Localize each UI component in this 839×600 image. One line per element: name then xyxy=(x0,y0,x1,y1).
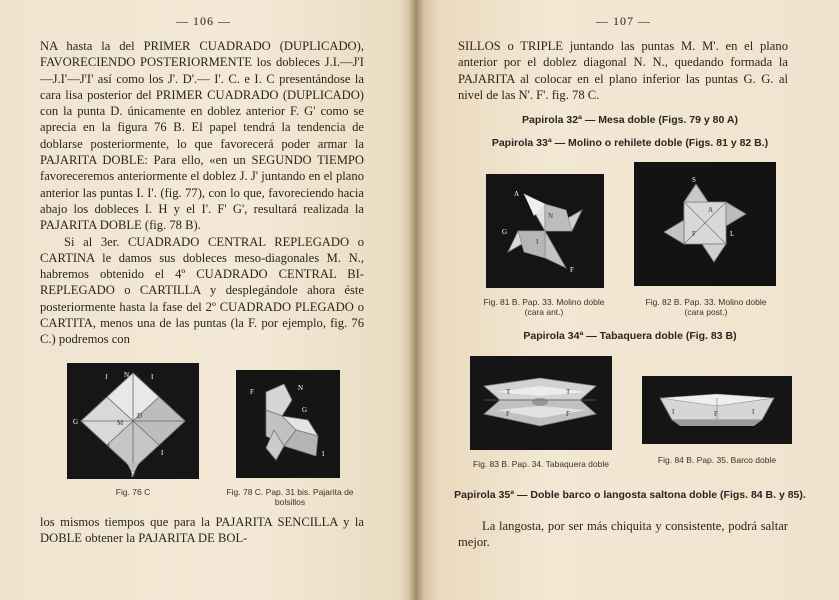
figure-82b-caption: Fig. 82 B. Pap. 33. Molino doble (cara post.) xyxy=(645,297,767,317)
fig81-letter: N xyxy=(548,212,554,220)
fig81-letter: I xyxy=(536,238,539,246)
fig78-letter: G xyxy=(302,406,308,414)
fig76-letter: N xyxy=(124,371,130,379)
left-paragraph-2: Si al 3er. CUADRADO CENTRAL REPLEGADO o CARTINA le damos sus dobleces meso-diagonales M. N., habremos obtenido el 4º CUADRADO CENTRAL BI-REPLEGADO o CARTILLA y desplegándole ahora éste posteriormente hasta la fase del 2º CUADRADO PLEGADO o CARTITA, menos una de las puntas (la F. por ejemplo, fig. 76 C.) podremos con xyxy=(40,234,364,347)
left-paragraph-1: NA hasta la del PRIMER CUADRADO (DUPLICADO), FAVORECIENDO POSTERIORMENTE los dobleces J.I.—J'I—J.I'—J'I' así como los J'. D'.— I'. C. e I. C presentándose la cara lisa posterior del PRIMER CUADRADO (DUPLICADO) con la punta D. únicamente en doblez anterior F. G' como se aprecia en la figura 76 B. El papel tendrá la tendencia de doblarse posteriormente, lo que favorecerá poder armar la PAJARITA DOBLE: Para ello, «en un SEGUNDO TIEMPO favoreceremos anteriormente el doblez J. J' juntando en el plano anterior las puntas I. I'. (fig. 77), con lo que, favoreciendo hacia abajo los dobleces I. H y el I'. F' G', resultará realizada la PAJARITA DOBLE (fig. 78 B). xyxy=(40,39,364,233)
figure-84b-photo xyxy=(642,376,792,444)
fig76-letter: F xyxy=(131,471,135,479)
fig84-letter: F xyxy=(714,410,718,418)
book-gutter xyxy=(408,0,424,600)
fig81-letter: G xyxy=(502,228,508,236)
heading-papirola-33: Papirola 33ª — Molino o rehilete doble (Figs. 81 y 82 B.) xyxy=(491,137,769,149)
figure-84b-caption: Fig. 84 B. Pap. 35. Barco doble xyxy=(657,455,777,465)
fig81-letter: A xyxy=(514,190,520,198)
fig83-letter: T xyxy=(506,388,511,396)
left-body-text xyxy=(40,38,364,348)
right-top-text: SILLOS o TRIPLE juntando las puntas M. M'. en el plano anterior por el doblez diagonal N. N., quedando formada la PAJARITA al colocar en el plano inferior las puntas G. G. al nivel de las N'. F'. fig. 78 C. xyxy=(458,39,788,102)
fig81-letter: F xyxy=(570,266,574,274)
figure-76c-caption: Fig. 76 C xyxy=(115,487,151,497)
figure-76c-photo xyxy=(67,363,199,479)
fig83-letter: F xyxy=(566,410,570,418)
fig82-letter: A xyxy=(708,206,714,214)
heading-papirola-35: Papirola 35ª — Doble barco o langosta saltona doble (Figs. 84 B. y 85). xyxy=(454,489,806,501)
fig84-letter: I xyxy=(752,408,755,416)
fig78-letter: I xyxy=(322,450,325,458)
heading-papirola-34: Papirola 34ª — Tabaquera doble (Fig. 83 B) xyxy=(523,330,737,342)
figure-81b-caption: Fig. 81 B. Pap. 33. Molino doble (cara ant.) xyxy=(483,297,605,317)
figure-78c-caption: Fig. 78 C. Pap. 31 bis. Pajarita de bolsillos xyxy=(226,487,354,507)
figure-83b-caption: Fig. 83 B. Pap. 34. Tabaquera doble xyxy=(473,459,609,469)
right-bottom-paragraph: La langosta, por ser más chiquita y consistente, podrá saltar mejor. xyxy=(458,519,788,550)
figure-82b-photo xyxy=(634,162,776,286)
left-bottom-text: los mismos tiempos que para la PAJARITA SENCILLA y la DOBLE obtener la PAJARITA DE BOL- xyxy=(40,515,364,546)
fig76-letter: G xyxy=(73,418,79,426)
fig84-letter: I xyxy=(672,408,675,416)
page-number-left: — 106 — xyxy=(176,14,231,28)
fig76-letter: I xyxy=(151,373,154,381)
fig76-letter: D xyxy=(137,412,143,420)
fig83-letter: T xyxy=(566,388,571,396)
fig76-letter: M xyxy=(117,419,124,427)
right-bottom-text xyxy=(458,518,788,551)
figure-78c-photo xyxy=(236,370,340,478)
fig83-letter: F xyxy=(506,410,510,418)
fig82-letter: L xyxy=(730,230,735,238)
fig78-letter: F xyxy=(250,388,254,396)
fig76-letter: I xyxy=(161,449,164,457)
page-number-right: — 107 — xyxy=(596,14,651,28)
fig76-letter: J xyxy=(105,373,108,381)
fig82-letter: F xyxy=(692,230,696,238)
fig76-letter: J xyxy=(107,443,110,451)
fig78-letter: N xyxy=(298,384,304,392)
heading-papirola-32: Papirola 32ª — Mesa doble (Figs. 79 y 80 A) xyxy=(522,114,738,126)
fig82-letter: S xyxy=(692,176,696,184)
figure-83b-photo xyxy=(470,356,612,450)
figure-81b-photo xyxy=(486,174,604,288)
